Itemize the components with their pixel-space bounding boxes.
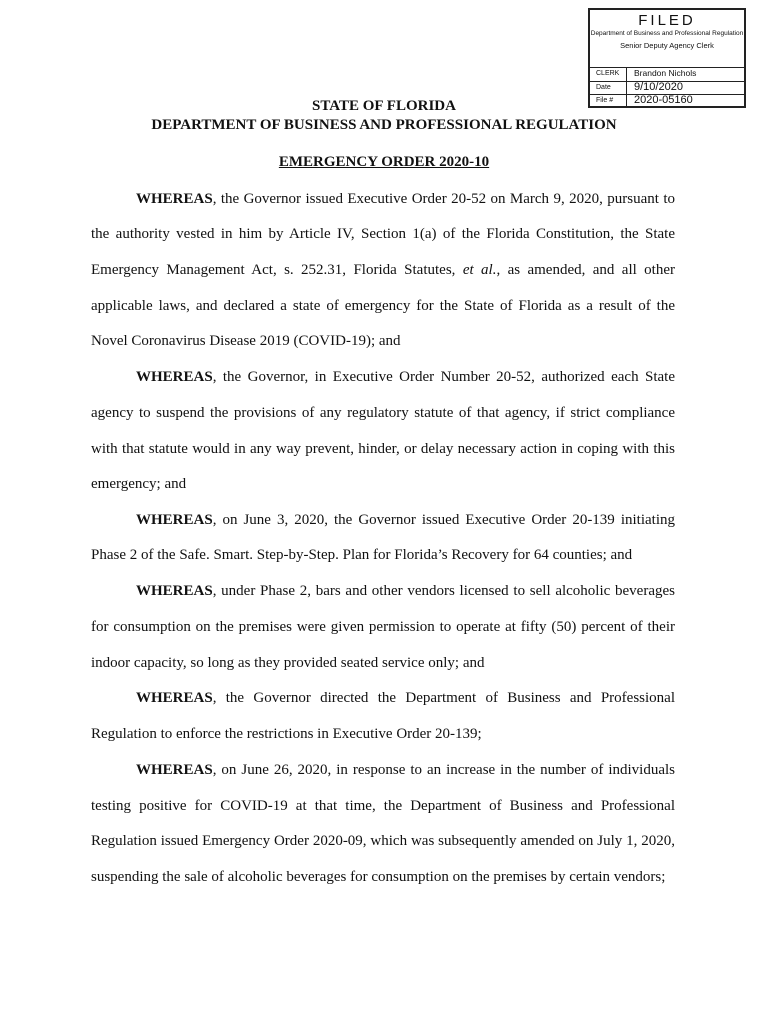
paragraph-line — [136, 761, 675, 779]
paragraph-line: for consumption on the premises were given permission to operate at fifty (50) percent of their — [91, 619, 675, 635]
whereas-lead: WHEREAS — [136, 512, 213, 528]
stamp-date-value: 9/10/2020 — [634, 81, 683, 93]
whereas-lead: WHEREAS — [136, 191, 213, 207]
header-state: STATE OF FLORIDA — [312, 98, 456, 114]
header-department: DEPARTMENT OF BUSINESS AND PROFESSIONAL REGULATION — [151, 117, 617, 133]
text-run: , as amended, and all other — [496, 262, 676, 278]
stamp-date-label: Date — [596, 83, 611, 91]
paragraph-line: testing positive for COVID-19 at that time, the Department of Business and Professional — [91, 798, 675, 814]
paragraph-line — [136, 582, 675, 600]
filed-stamp — [588, 8, 746, 108]
paragraph-line — [136, 511, 675, 529]
paragraph-line: suspending the sale of alcoholic beverages for consumption on the premises by certain vendors; — [91, 869, 666, 885]
paragraph-line: the authority vested in him by Article IV, Section 1(a) of the Florida Constitution, the State — [91, 226, 675, 242]
stamp-clerk-row — [596, 68, 740, 78]
paragraph-line: Novel Coronavirus Disease 2019 (COVID-19); and — [91, 333, 401, 349]
text-run: , the Governor, in Executive Order Number 20-52, authorized each State — [212, 369, 675, 385]
stamp-clerk-name: Brandon Nichols — [634, 68, 697, 78]
paragraph-line: Phase 2 of the Safe. Smart. Step-by-Step. Plan for Florida’s Recovery for 64 counties; and — [91, 547, 633, 563]
stamp-file-label: File # — [596, 96, 614, 104]
stamp-clerk-title: Senior Deputy Agency Clerk — [620, 41, 714, 50]
paragraph-line — [136, 368, 675, 386]
stamp-date-row — [596, 81, 740, 93]
paragraph-line: Regulation issued Emergency Order 2020-09, which was subsequently amended on July 1, 2020, — [91, 833, 675, 849]
document-title: EMERGENCY ORDER 2020-10 — [278, 154, 490, 170]
stamp-filed-label: FILED — [638, 12, 696, 29]
paragraph-line — [91, 261, 675, 279]
paragraph-line: applicable laws, and declared a state of emergency for the State of Florida as a result of the — [91, 298, 675, 314]
italic-text: et al. — [462, 262, 497, 278]
paragraph-line: indoor capacity, so long as they provided seated service only; and — [91, 655, 485, 671]
text-run: , on June 26, 2020, in response to an increase in the number of individuals — [212, 762, 675, 778]
whereas-lead: WHEREAS — [136, 583, 213, 599]
paragraph-line — [136, 190, 675, 208]
paragraph-line — [136, 689, 675, 707]
text-run: , on June 3, 2020, the Governor issued Executive Order 20-139 initiating — [212, 512, 675, 528]
paragraph-line: Regulation to enforce the restrictions in Executive Order 20-139; — [91, 726, 482, 742]
paragraph-line: with that statute would in any way prevent, hinder, or delay necessary action in coping with this — [91, 441, 675, 457]
whereas-lead: WHEREAS — [136, 762, 213, 778]
whereas-lead: WHEREAS — [136, 369, 213, 385]
stamp-clerk-label: CLERK — [596, 69, 620, 77]
paragraph-line: agency to suspend the provisions of any regulatory statute of that agency, if strict compliance — [91, 405, 675, 421]
text-run: , the Governor directed the Department of Business and Professional — [212, 690, 675, 706]
text-run: , the Governor issued Executive Order 20-52 on March 9, 2020, pursuant to — [212, 191, 675, 207]
text-run: Emergency Management Act, s. 252.31, Florida Statutes, — [91, 262, 456, 278]
whereas-lead: WHEREAS — [136, 690, 213, 706]
stamp-department: Department of Business and Professional Regulation — [590, 30, 744, 37]
paragraph-line: emergency; and — [91, 476, 187, 492]
text-run: , under Phase 2, bars and other vendors licensed to sell alcoholic beverages — [212, 583, 675, 599]
stamp-file-value: 2020-05160 — [634, 94, 693, 106]
